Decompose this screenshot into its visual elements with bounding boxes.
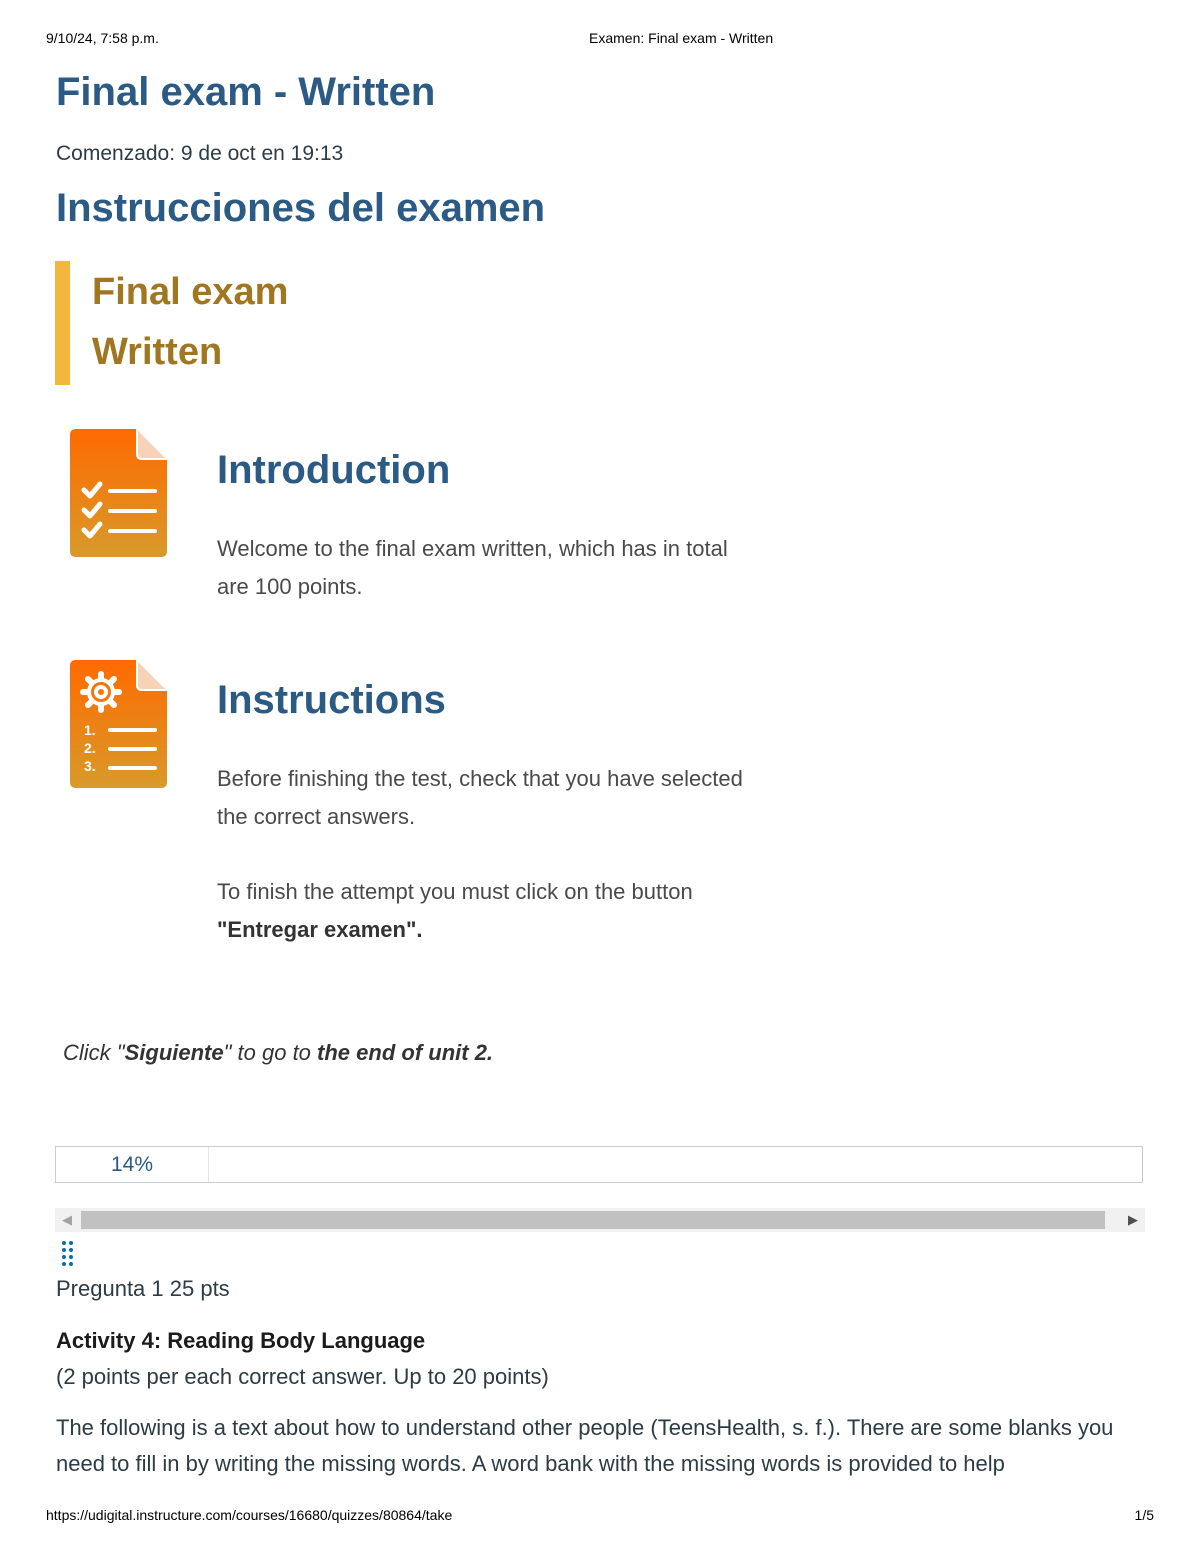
progress-bar bbox=[55, 1146, 1143, 1183]
instructions-section-heading: Instructions bbox=[217, 678, 446, 722]
print-page-number: 1/5 bbox=[1134, 1507, 1154, 1523]
question-header: Pregunta 1 25 pts bbox=[56, 1276, 230, 1301]
horizontal-scrollbar[interactable] bbox=[55, 1208, 1145, 1232]
next-hint-part-3: " to go to bbox=[223, 1040, 318, 1065]
callout-accent-bar bbox=[55, 261, 70, 385]
next-hint-end-unit: the end of unit 2. bbox=[317, 1040, 494, 1065]
next-hint-part-1: Click " bbox=[63, 1040, 125, 1065]
instructions-submit-label: "Entregar examen". bbox=[217, 917, 423, 942]
instructions-text-1: Before finishing the test, check that you have selected the correct answers. bbox=[217, 766, 743, 829]
activity-body: The following is a text about how to understand other people (TeensHealth, s. f.). There are some blanks you need to fill in by writing the missing words. A word bank with the missing words is provided to help bbox=[56, 1415, 1114, 1476]
instructions-text-2 bbox=[217, 873, 757, 949]
introduction-text: Welcome to the final exam written, which has in total are 100 points. bbox=[217, 536, 728, 599]
quiz-title: Final exam - Written bbox=[56, 70, 436, 114]
print-url: https://udigital.instructure.com/courses/16680/quizzes/80864/take bbox=[46, 1507, 453, 1523]
drag-handle-icon[interactable] bbox=[61, 1240, 75, 1272]
exam-callout bbox=[55, 261, 555, 385]
print-header bbox=[46, 30, 1154, 50]
next-hint bbox=[63, 1040, 493, 1066]
next-hint-siguiente: Siguiente bbox=[124, 1040, 224, 1065]
svg-text:2.: 2. bbox=[84, 740, 96, 756]
svg-text:3.: 3. bbox=[84, 758, 96, 774]
instructions-heading: Instrucciones del examen bbox=[56, 186, 546, 230]
instructions-text-2-prefix: To finish the attempt you must click on the button bbox=[217, 879, 693, 904]
progress-label: 14% bbox=[111, 1153, 154, 1176]
scrollbar-thumb[interactable] bbox=[81, 1211, 1105, 1229]
checklist-document-icon bbox=[70, 429, 167, 557]
quiz-started-at: Comenzado: 9 de oct en 19:13 bbox=[56, 142, 344, 165]
callout-line-1: Final exam bbox=[92, 271, 289, 313]
triangle-right-icon[interactable]: ▶ bbox=[1128, 1212, 1138, 1227]
introduction-heading: Introduction bbox=[217, 448, 451, 492]
activity-subtitle: (2 points per each correct answer. Up to 20 points) bbox=[56, 1364, 549, 1389]
callout-line-2: Written bbox=[92, 331, 223, 373]
svg-text:1.: 1. bbox=[84, 722, 96, 738]
activity-title: Activity 4: Reading Body Language bbox=[56, 1328, 426, 1353]
print-footer bbox=[46, 1507, 1154, 1527]
triangle-left-icon[interactable]: ◀ bbox=[62, 1212, 72, 1227]
print-datetime: 9/10/24, 7:58 p.m. bbox=[46, 30, 159, 46]
settings-document-icon bbox=[70, 660, 167, 788]
print-page-title: Examen: Final exam - Written bbox=[589, 30, 774, 46]
